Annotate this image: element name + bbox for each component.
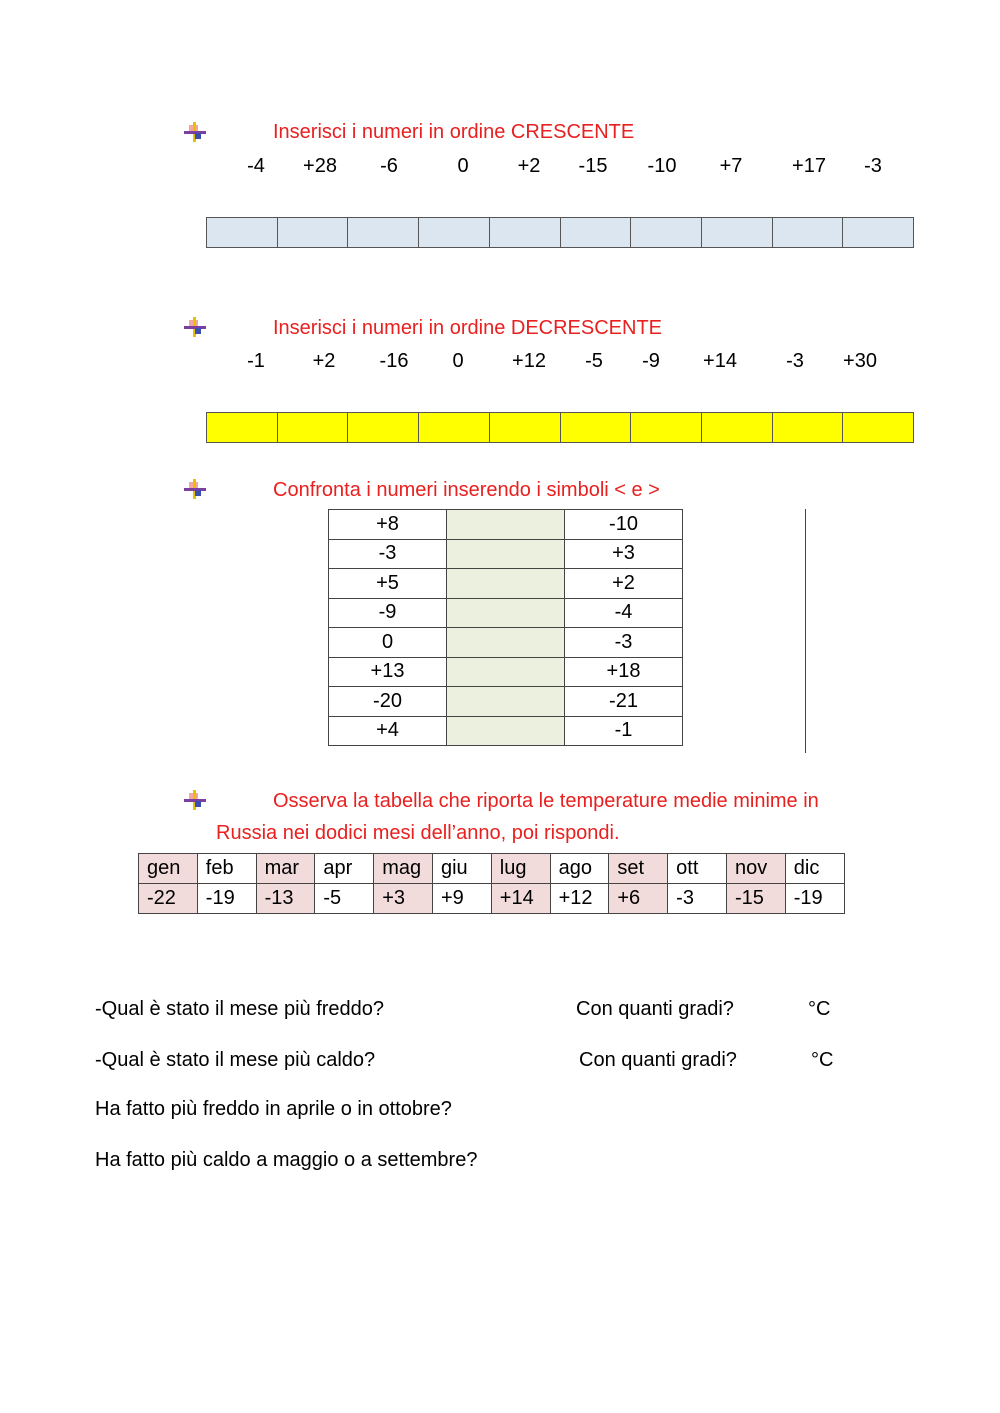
answer-box[interactable]	[631, 413, 702, 442]
question-warmest-degrees: Con quanti gradi?	[579, 1049, 737, 1071]
number: +30	[843, 350, 877, 372]
answer-box[interactable]	[490, 218, 561, 247]
left-value: -9	[329, 598, 447, 628]
question-may-september: Ha fatto più caldo a maggio o a settembre?	[95, 1149, 478, 1171]
compare-table	[328, 509, 683, 746]
answer-box[interactable]	[207, 218, 278, 247]
symbol-answer-cell[interactable]	[447, 716, 565, 746]
right-value: -10	[565, 510, 683, 540]
right-value: +2	[565, 569, 683, 599]
symbol-answer-cell[interactable]	[447, 628, 565, 658]
answer-box[interactable]	[773, 218, 844, 247]
temperature-cell: -15	[726, 884, 785, 914]
answer-box[interactable]	[843, 413, 913, 442]
right-value: +18	[565, 657, 683, 687]
month-cell: set	[609, 854, 668, 884]
question-warmest-month: -Qual è stato il mese più caldo?	[95, 1049, 376, 1071]
answer-box[interactable]	[207, 413, 278, 442]
temperatures-row	[139, 884, 845, 914]
temperature-cell: +12	[550, 884, 609, 914]
bullet-cross-icon	[184, 790, 206, 812]
answer-box[interactable]	[843, 218, 913, 247]
answer-box[interactable]	[702, 413, 773, 442]
number: +7	[719, 155, 743, 177]
temperature-cell: -3	[668, 884, 727, 914]
answer-box[interactable]	[348, 218, 419, 247]
divider-line	[805, 509, 806, 753]
symbol-answer-cell[interactable]	[447, 598, 565, 628]
unit-celsius: °C	[808, 998, 831, 1020]
temperature-cell: -19	[785, 884, 844, 914]
section4-heading-line1: Osserva la tabella che riporta le temperature medie minime in	[273, 790, 819, 812]
month-cell: dic	[785, 854, 844, 884]
answer-box[interactable]	[561, 218, 632, 247]
symbol-answer-cell[interactable]	[447, 539, 565, 569]
answer-box[interactable]	[348, 413, 419, 442]
bullet-cross-icon	[184, 479, 206, 501]
bullet-cross-icon	[184, 122, 206, 144]
answer-box[interactable]	[561, 413, 632, 442]
number: -1	[247, 350, 265, 372]
answer-box[interactable]	[631, 218, 702, 247]
month-cell: nov	[726, 854, 785, 884]
left-value: +4	[329, 716, 447, 746]
months-row	[139, 854, 845, 884]
left-value: +8	[329, 510, 447, 540]
section1-heading: Inserisci i numeri in ordine CRESCENTE	[273, 121, 635, 143]
answer-box[interactable]	[490, 413, 561, 442]
table-row	[329, 510, 683, 540]
left-value: 0	[329, 628, 447, 658]
temperature-cell: +6	[609, 884, 668, 914]
temperature-cell: -5	[315, 884, 374, 914]
answer-box[interactable]	[278, 413, 349, 442]
right-value: -4	[565, 598, 683, 628]
section3-heading: Confronta i numeri inserendo i simboli < e >	[273, 479, 660, 501]
left-value: +13	[329, 657, 447, 687]
table-row	[329, 569, 683, 599]
symbol-answer-cell[interactable]	[447, 687, 565, 717]
temperature-table	[138, 853, 845, 914]
month-cell: ago	[550, 854, 609, 884]
answer-box[interactable]	[773, 413, 844, 442]
question-coldest-degrees: Con quanti gradi?	[576, 998, 734, 1020]
month-cell: feb	[197, 854, 256, 884]
temperature-cell: +9	[432, 884, 491, 914]
number: +14	[703, 350, 737, 372]
table-row	[329, 716, 683, 746]
number: -9	[642, 350, 660, 372]
unit-celsius: °C	[811, 1049, 834, 1071]
question-april-october: Ha fatto più freddo in aprile o in ottobre?	[95, 1098, 452, 1120]
left-value: -3	[329, 539, 447, 569]
month-cell: giu	[432, 854, 491, 884]
number: +17	[792, 155, 826, 177]
descending-answer-row	[206, 412, 914, 443]
temperature-cell: -19	[197, 884, 256, 914]
right-value: -1	[565, 716, 683, 746]
left-value: +5	[329, 569, 447, 599]
number: -3	[786, 350, 804, 372]
answer-box[interactable]	[702, 218, 773, 247]
number: -5	[585, 350, 603, 372]
right-value: -3	[565, 628, 683, 658]
temperature-cell: -22	[139, 884, 198, 914]
table-row	[329, 657, 683, 687]
symbol-answer-cell[interactable]	[447, 569, 565, 599]
number: -16	[379, 350, 409, 372]
number: +12	[512, 350, 546, 372]
symbol-answer-cell[interactable]	[447, 657, 565, 687]
answer-box[interactable]	[278, 218, 349, 247]
section2-heading: Inserisci i numeri in ordine DECRESCENTE	[273, 317, 663, 339]
right-value: +3	[565, 539, 683, 569]
number: -4	[247, 155, 265, 177]
right-value: -21	[565, 687, 683, 717]
bullet-cross-icon	[184, 317, 206, 339]
temperature-cell: +14	[491, 884, 550, 914]
answer-box[interactable]	[419, 413, 490, 442]
number: +28	[303, 155, 337, 177]
table-row	[329, 628, 683, 658]
month-cell: lug	[491, 854, 550, 884]
number: -6	[380, 155, 398, 177]
number: -10	[647, 155, 677, 177]
number: 0	[452, 350, 464, 372]
ascending-answer-row	[206, 217, 914, 248]
temperature-cell: -13	[256, 884, 315, 914]
month-cell: gen	[139, 854, 198, 884]
question-coldest-month: -Qual è stato il mese più freddo?	[95, 998, 385, 1020]
answer-box[interactable]	[419, 218, 490, 247]
number: +2	[517, 155, 541, 177]
number: -3	[864, 155, 882, 177]
temperature-cell: +3	[374, 884, 433, 914]
table-row	[329, 539, 683, 569]
month-cell: mag	[374, 854, 433, 884]
month-cell: apr	[315, 854, 374, 884]
month-cell: mar	[256, 854, 315, 884]
month-cell: ott	[668, 854, 727, 884]
section4-heading-line2: Russia nei dodici mesi dell’anno, poi rispondi.	[216, 822, 620, 844]
table-row	[329, 687, 683, 717]
number: -15	[578, 155, 608, 177]
number: +2	[312, 350, 336, 372]
table-row	[329, 598, 683, 628]
symbol-answer-cell[interactable]	[447, 510, 565, 540]
left-value: -20	[329, 687, 447, 717]
number: 0	[457, 155, 469, 177]
